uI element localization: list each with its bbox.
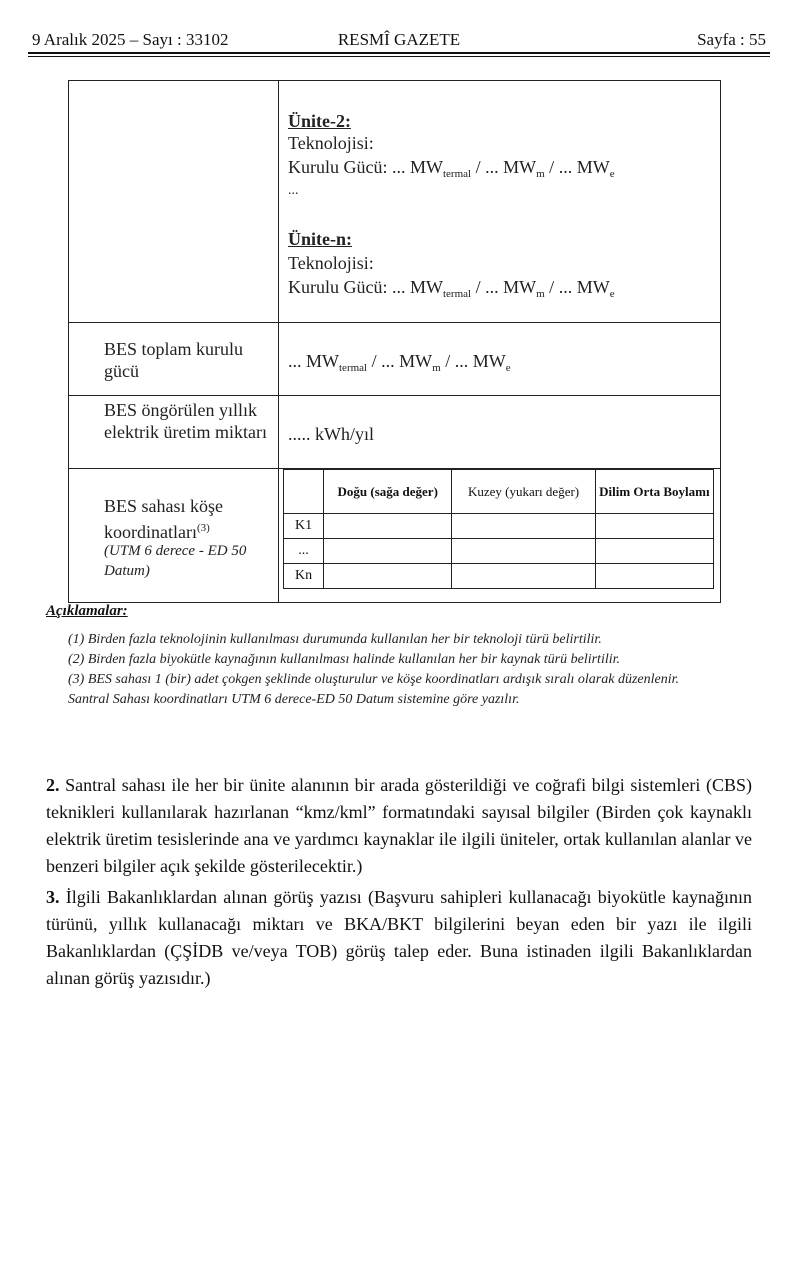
table-row: [284, 539, 714, 564]
note-item: (2) Birden fazla biyokütle kaynağının kullanılması halinde kullanılan her bir kaynak türü belirtilir.: [68, 652, 621, 667]
note-item: (1) Birden fazla teknolojinin kullanılması durumunda kullanılan her bir teknoloji türü belirtilir.: [68, 632, 602, 647]
annual-production-label: BES öngörülen yıllık elektrik üretim miktarı: [104, 400, 267, 442]
coordinates-note: (UTM 6 derece - ED 50 Datum): [104, 543, 247, 579]
coordinate-table: [283, 469, 714, 589]
east-header: Doğu (sağa değer): [324, 470, 452, 514]
header-rule-thin: [28, 56, 770, 57]
row-id: Kn: [284, 564, 324, 589]
row-divider: [68, 322, 721, 323]
application-form-table: [68, 80, 721, 603]
row-id: ...: [284, 539, 324, 564]
annual-production-value: ..... kWh/yıl: [288, 424, 374, 444]
row-id: K1: [284, 514, 324, 539]
page-header: [32, 26, 766, 48]
table-border: [720, 80, 721, 603]
total-capacity-label: BES toplam kurulu gücü: [104, 339, 243, 381]
page-number: Sayfa : 55: [697, 30, 766, 49]
coordinates-label: BES sahası köşe koordinatları$^{(3)}$: [104, 496, 223, 542]
table-border: [68, 80, 69, 603]
unit2-technology: Teknolojisi:: [288, 133, 374, 153]
unit2-title: Ünite-2:: [288, 111, 351, 131]
coord-corner-header: [284, 470, 324, 514]
table-border: [68, 80, 721, 81]
unit-ellipsis: ...: [288, 183, 299, 198]
paragraph-2: 2. Santral sahası ile her bir ünite alanının bir arada gösterildiği ve coğrafi bilgi sistemleri (CBS) teknikleri kullanılarak hazırlanan “kmz/kml” formatındaki sayısal bilgiler (Birden çok kaynaklı elektrik üretim tesislerinde ana ve yardımcı kaynaklar ile ilgili üniteler, ortak kullanılan alanlar ve benzeri bilgiler açık şekilde gösterilecektir.): [46, 775, 753, 876]
table-row: [284, 514, 714, 539]
north-header: Kuzey (yukarı değer): [452, 470, 595, 514]
issue-date: 9 Aralık 2025 – Sayı : 33102: [32, 30, 229, 49]
unitn-technology: Teknolojisi:: [288, 253, 374, 273]
note-item: (3) BES sahası 1 (bir) adet çokgen şeklinde oluşturulur ve köşe koordinatları ardışık sıralı olarak düzenlenir.: [68, 672, 679, 687]
column-divider: [278, 80, 279, 603]
header-rule: [28, 52, 770, 54]
total-capacity-value: ... $MW_{termal}$ / ... $MW_m$ / ... $MW_e$: [288, 351, 511, 374]
gazette-title: RESMÎ GAZETE: [337, 30, 461, 49]
explanations: [46, 603, 766, 710]
note-item: Santral Sahası koordinatları UTM 6 derece-ED 50 Datum sistemine göre yazılır.: [68, 692, 520, 707]
paragraph-3: 3. İlgili Bakanlıklardan alınan görüş yazısı (Başvuru sahipleri kullanacağı biyokütle kaynağının türünü, yıllık kullanacağı miktarı ve BKA/BKT bilgilerini beyan eden bir yazı ile ilgili Bakanlıklardan (ÇŞİDB ve/veya TOB) görüş talep eder. Buna istinaden ilgili Bakanlıklardan alınan görüş yazısıdır.): [46, 887, 753, 988]
explanations-title: Açıklamalar:: [46, 603, 128, 619]
unitn-capacity: Kurulu Gücü: ... $MW_{termal}$ / ... $MW_m$ / ... $MW_e$: [288, 277, 615, 300]
unit2-capacity: Kurulu Gücü: ... $MW_{termal}$ / ... $MW_m$ / ... $MW_e$: [288, 157, 615, 180]
table-row: [284, 564, 714, 589]
unitn-title: Ünite-n:: [288, 229, 352, 249]
central-meridian-header: Dilim Orta Boylamı: [595, 470, 713, 514]
row-divider: [68, 395, 721, 396]
